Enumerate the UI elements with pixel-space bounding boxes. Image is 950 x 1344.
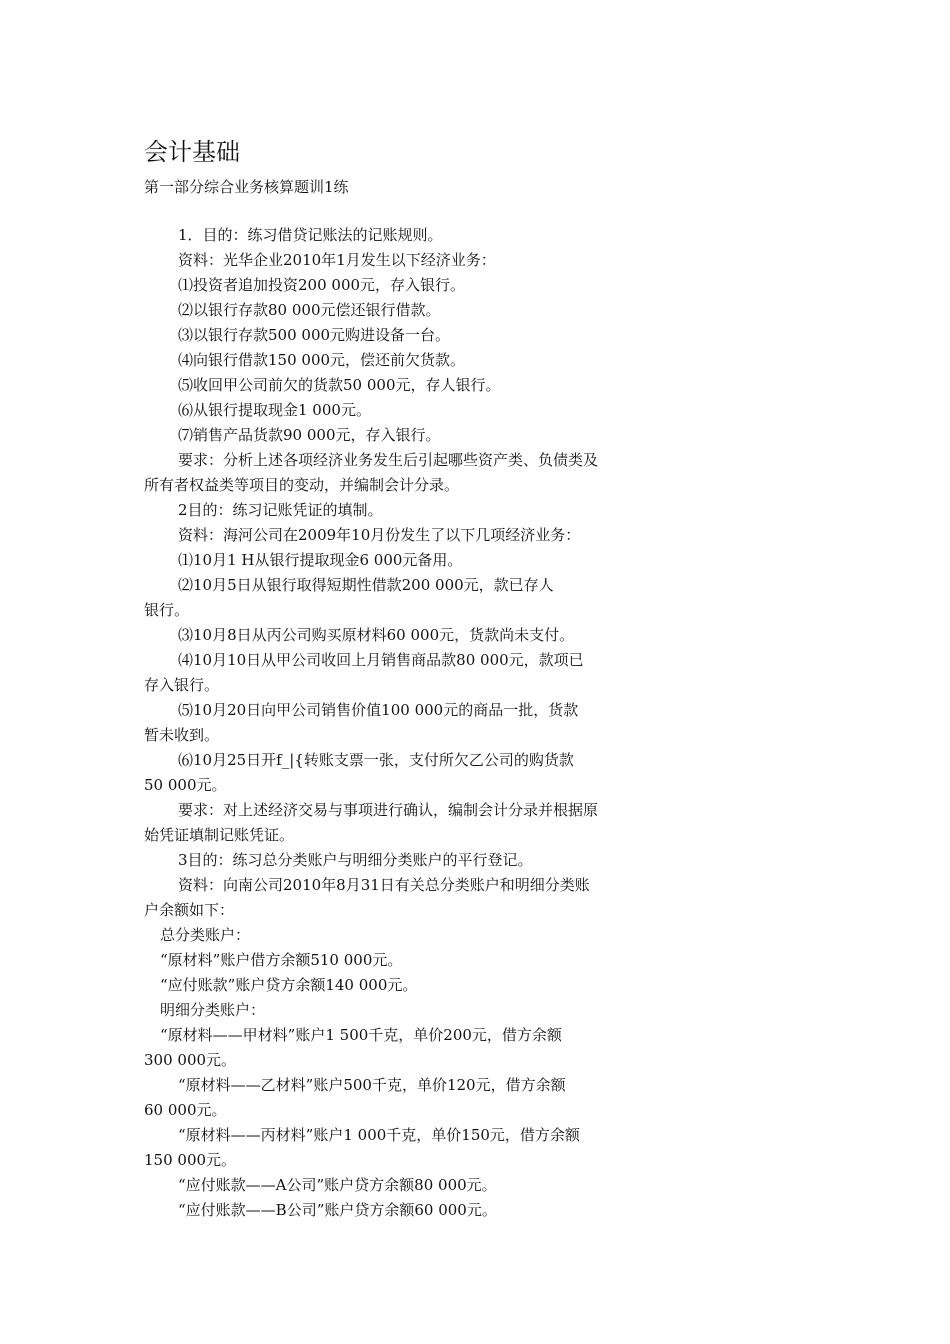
body-line: 150 000元。 <box>144 1151 237 1169</box>
body-line: “原材料——丙材料”账户1 000千克，单价150元，借方余额 <box>178 1126 580 1144</box>
body-line: ⑹从银行提取现金1 000元。 <box>178 401 371 419</box>
body-line: ⑷向银行借款150 000元，偿还前欠货款。 <box>178 351 466 369</box>
body-line: 2目的：练习记账凭证的填制。 <box>178 501 383 519</box>
body-line: 资料：光华企业2010年1月发生以下经济业务： <box>178 251 496 269</box>
body-line: 总分类账户： <box>160 926 251 944</box>
body-line: “应付账款——B公司”账户贷方余额60 000元。 <box>178 1201 497 1219</box>
body-line: 300 000元。 <box>144 1051 237 1069</box>
body-line: ⑷10月10日从甲公司收回上月销售商品款80 000元，款项已 <box>178 651 584 669</box>
body-line: 银行。 <box>144 601 190 619</box>
body-line: ⑴投资者追加投资200 000元，存入银行。 <box>178 276 466 294</box>
body-line: ⑶10月8日从丙公司购买原材料60 000元，货款尚未支付。 <box>178 626 575 644</box>
document-title: 会计基础 <box>144 138 240 166</box>
body-line: 所有者权益类等项目的变动，并编制会计分录。 <box>144 476 460 494</box>
body-line: 户余额如下： <box>144 901 235 919</box>
body-line: 50 000元。 <box>144 776 227 794</box>
body-line: 始凭证填制记账凭证。 <box>144 826 295 844</box>
body-line: “原材料——甲材料”账户1 500千克，单价200元，借方余额 <box>160 1026 562 1044</box>
body-line: 要求：分析上述各项经济业务发生后引起哪些资产类、负债类及 <box>178 451 599 469</box>
body-line: 1．目的：练习借贷记账法的记账规则。 <box>178 226 443 244</box>
body-line: ⑹10月25日开f_|{转账支票一张，支付所欠乙公司的购货款 <box>178 751 574 769</box>
document-subtitle: 第一部分综合业务核算题训1练 <box>144 178 349 196</box>
body-line: 要求：对上述经济交易与事项进行确认，编制会计分录并根据原 <box>178 801 599 819</box>
body-line: “应付账款——A公司”账户贷方余额80 000元。 <box>178 1176 497 1194</box>
body-line: “应付账款”账户贷方余额140 000元。 <box>160 976 418 994</box>
body-line: 暂未收到。 <box>144 726 220 744</box>
body-line: ⑸收回甲公司前欠的货款50 000元，存人银行。 <box>178 376 501 394</box>
body-line: 明细分类账户： <box>160 1001 266 1019</box>
body-line: ⑴10月1 H从银行提取现金6 000元备用。 <box>178 551 463 569</box>
body-line: ⑸10月20日向甲公司销售价值100 000元的商品一批，货款 <box>178 701 579 719</box>
body-line: 资料：向南公司2010年8月31日有关总分类账户和明细分类账 <box>178 876 590 894</box>
body-line: “原材料——乙材料”账户500千克，单价120元，借方余额 <box>178 1076 566 1094</box>
body-line: ⑶以银行存款500 000元购进设备一台。 <box>178 326 451 344</box>
body-line: 存入银行。 <box>144 676 220 694</box>
body-line: 资料：海河公司在2009年10月份发生了以下几项经济业务： <box>178 526 581 544</box>
body-line: ⑺销售产品货款90 000元，存入银行。 <box>178 426 441 444</box>
body-line: ⑵以银行存款80 000元偿还银行借款。 <box>178 301 441 319</box>
body-line: ⑵10月5日从银行取得短期性借款200 000元，款已存人 <box>178 576 554 594</box>
body-line: 3目的：练习总分类账户与明细分类账户的平行登记。 <box>178 851 533 869</box>
body-line: 60 000元。 <box>144 1101 227 1119</box>
body-line: “原材料”账户借方余额510 000元。 <box>160 951 403 969</box>
